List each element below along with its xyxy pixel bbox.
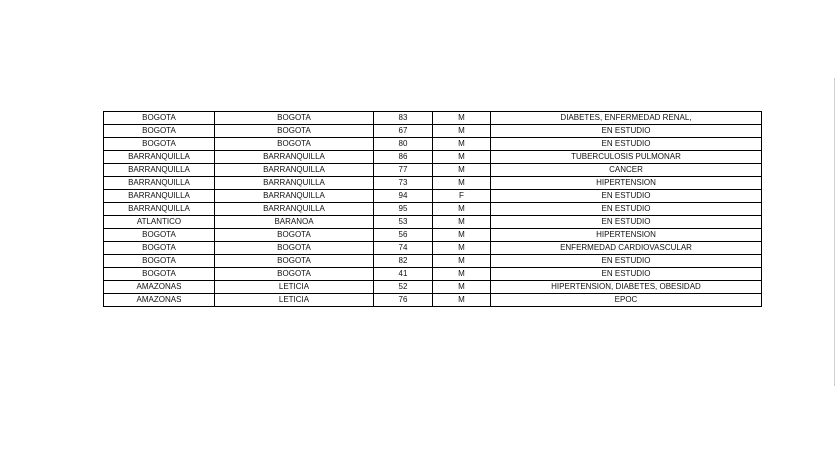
departamento-cell: BARRANQUILLA [104,164,215,177]
table-row [104,268,762,281]
cases-table [103,111,762,307]
comorbilidad-cell: EN ESTUDIO [491,216,762,229]
departamento-cell: BOGOTA [104,138,215,151]
table-row [104,177,762,190]
edad-cell: 67 [374,125,433,138]
comorbilidad-cell: HIPERTENSION [491,177,762,190]
comorbilidad-cell: HIPERTENSION [491,229,762,242]
ciudad-cell: BARRANQUILLA [215,177,374,190]
sexo-cell: M [433,112,491,125]
sexo-cell: M [433,268,491,281]
comorbilidad-cell: EN ESTUDIO [491,203,762,216]
ciudad-cell: BOGOTA [215,125,374,138]
ciudad-cell: BARRANQUILLA [215,190,374,203]
ciudad-cell: BARRANQUILLA [215,203,374,216]
edad-cell: 52 [374,281,433,294]
edad-cell: 83 [374,112,433,125]
departamento-cell: BARRANQUILLA [104,190,215,203]
sexo-cell: M [433,151,491,164]
table-row [104,203,762,216]
sexo-cell: M [433,255,491,268]
edad-cell: 74 [374,242,433,255]
ciudad-cell: BOGOTA [215,242,374,255]
comorbilidad-cell: EPOC [491,294,762,307]
table-row [104,229,762,242]
departamento-cell: BOGOTA [104,255,215,268]
comorbilidad-cell: CANCER [491,164,762,177]
table-row [104,281,762,294]
sexo-cell: F [433,190,491,203]
ciudad-cell: BOGOTA [215,138,374,151]
ciudad-cell: BOGOTA [215,229,374,242]
departamento-cell: BOGOTA [104,229,215,242]
ciudad-cell: BARANOA [215,216,374,229]
page-edge-line [834,78,835,386]
comorbilidad-cell: TUBERCULOSIS PULMONAR [491,151,762,164]
departamento-cell: BOGOTA [104,268,215,281]
sexo-cell: M [433,177,491,190]
edad-cell: 80 [374,138,433,151]
departamento-cell: ATLANTICO [104,216,215,229]
table-row [104,242,762,255]
table-row [104,294,762,307]
ciudad-cell: BOGOTA [215,268,374,281]
ciudad-cell: BOGOTA [215,112,374,125]
edad-cell: 95 [374,203,433,216]
ciudad-cell: BOGOTA [215,255,374,268]
edad-cell: 53 [374,216,433,229]
table-row [104,255,762,268]
ciudad-cell: BARRANQUILLA [215,151,374,164]
ciudad-cell: LETICIA [215,281,374,294]
departamento-cell: BOGOTA [104,125,215,138]
departamento-cell: BOGOTA [104,112,215,125]
departamento-cell: BARRANQUILLA [104,203,215,216]
edad-cell: 77 [374,164,433,177]
edad-cell: 76 [374,294,433,307]
departamento-cell: BOGOTA [104,242,215,255]
sexo-cell: M [433,281,491,294]
table-row [104,138,762,151]
sexo-cell: M [433,216,491,229]
comorbilidad-cell: ENFERMEDAD CARDIOVASCULAR [491,242,762,255]
comorbilidad-cell: EN ESTUDIO [491,138,762,151]
edad-cell: 82 [374,255,433,268]
departamento-cell: BARRANQUILLA [104,151,215,164]
table-row [104,125,762,138]
comorbilidad-cell: DIABETES, ENFERMEDAD RENAL, [491,112,762,125]
table-row [104,190,762,203]
edad-cell: 56 [374,229,433,242]
comorbilidad-cell: EN ESTUDIO [491,190,762,203]
ciudad-cell: LETICIA [215,294,374,307]
sexo-cell: M [433,138,491,151]
sexo-cell: M [433,242,491,255]
departamento-cell: BARRANQUILLA [104,177,215,190]
comorbilidad-cell: EN ESTUDIO [491,268,762,281]
sexo-cell: M [433,164,491,177]
departamento-cell: AMAZONAS [104,294,215,307]
comorbilidad-cell: EN ESTUDIO [491,255,762,268]
comorbilidad-cell: HIPERTENSION, DIABETES, OBESIDAD [491,281,762,294]
sexo-cell: M [433,125,491,138]
edad-cell: 73 [374,177,433,190]
comorbilidad-cell: EN ESTUDIO [491,125,762,138]
sexo-cell: M [433,203,491,216]
departamento-cell: AMAZONAS [104,281,215,294]
ciudad-cell: BARRANQUILLA [215,164,374,177]
table-row [104,151,762,164]
sexo-cell: M [433,294,491,307]
table-row [104,164,762,177]
table-row [104,112,762,125]
edad-cell: 41 [374,268,433,281]
sexo-cell: M [433,229,491,242]
edad-cell: 94 [374,190,433,203]
edad-cell: 86 [374,151,433,164]
table-row [104,216,762,229]
